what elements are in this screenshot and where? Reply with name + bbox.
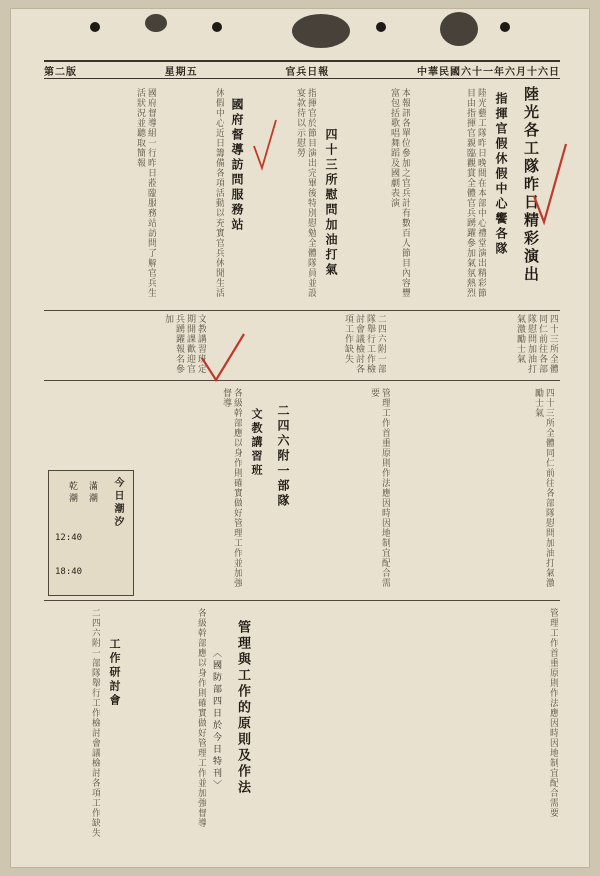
headline-a4: 二四六附一部隊 <box>276 404 290 509</box>
weekday: 星期五 <box>164 66 198 78</box>
ink-blot <box>145 14 167 32</box>
article-body: 陸光藝工隊昨日晚間在本部中心禮堂演出精彩節目由指揮官親臨觀賞全體官兵踴躍參加氣氛熱烈 <box>465 88 486 298</box>
section-rule <box>44 310 560 311</box>
article-body: 本報訊各單位參加之官兵計有數百人節目內容豐富包括歌唱舞蹈及國劇表演 <box>389 88 410 298</box>
headline-a3: 四十三所慰問加油打氣 <box>324 128 338 278</box>
article-body: 二四六附一部隊舉行工作檢討會議檢討各項工作缺失 <box>343 314 386 374</box>
section-rule <box>44 600 560 601</box>
article-body: 各級幹部應以身作則確實做好管理工作並加強督導 <box>221 388 242 588</box>
masthead <box>44 60 560 79</box>
article-body: 文教講習班定期開課歡迎官兵踴躍報名參加 <box>163 314 206 374</box>
article-body: 休假中心近日籌備各項活動以充實官兵休閒生活 <box>214 88 224 298</box>
tide-label-high: 滿潮 <box>87 481 97 505</box>
article-body: 國府督導組一行昨日蒞臨服務站訪問了解官兵生活狀況並聽取簡報 <box>135 88 156 298</box>
page-number: 第二版 <box>44 66 77 78</box>
paper-name: 官兵日報 <box>285 66 330 78</box>
headline-a6: 工作研討會 <box>108 638 121 708</box>
article-body: 管理工作首重原則作法應因時因地制宜配合需要 <box>369 388 390 588</box>
headline-main: 陸光各工隊昨日精彩演出 <box>522 86 540 284</box>
red-check-mark <box>198 328 248 388</box>
newspaper-page <box>10 8 590 868</box>
tide-time-low: 18:40 <box>55 567 83 577</box>
punch-hole <box>376 22 386 32</box>
tide-time-high: 12:40 <box>55 533 83 543</box>
headline-a2: 國府督導訪問服務站 <box>230 98 244 233</box>
tide-title: 今日潮汐 <box>112 477 123 529</box>
article-body: 各級幹部應以身作則確實做好管理工作並加強督導 <box>196 608 206 828</box>
ink-blot <box>440 12 478 46</box>
section-rule <box>44 380 560 381</box>
article-body: 四十三所全體同仁前往各部隊慰問加油打氣激勵士氣 <box>515 314 558 374</box>
subheadline: 指揮官假休假中心饗各隊 <box>494 92 508 257</box>
article-body: 四十三所全體同仁前往各部隊慰問加油打氣激勵士氣 <box>533 388 554 588</box>
article-body: 二四六附一部隊舉行工作檢討會議檢討各項工作缺失 <box>90 608 100 838</box>
punch-hole <box>90 22 100 32</box>
red-check-mark <box>530 138 570 228</box>
tide-box <box>48 470 134 596</box>
punch-hole <box>212 22 222 32</box>
punch-hole <box>500 22 510 32</box>
headline-a7: 管理與工作的原則及作法 <box>235 620 250 796</box>
article-body: 管理工作首重原則作法應因時因地制宜配合需要 <box>548 608 558 818</box>
ink-blot <box>292 14 350 48</box>
tide-label-low: 乾潮 <box>67 481 77 505</box>
issue-date: 中華民國六十一年六月十六日 <box>416 66 560 78</box>
red-check-mark <box>250 116 280 176</box>
article-body: 指揮官於節目演出完畢後特別慰勉全體隊員並設宴款待以示慰勞 <box>295 88 316 298</box>
byline: 〈國防部四日於今日特刊〉 <box>211 648 221 792</box>
headline-a5: 文教講習班 <box>250 408 263 478</box>
